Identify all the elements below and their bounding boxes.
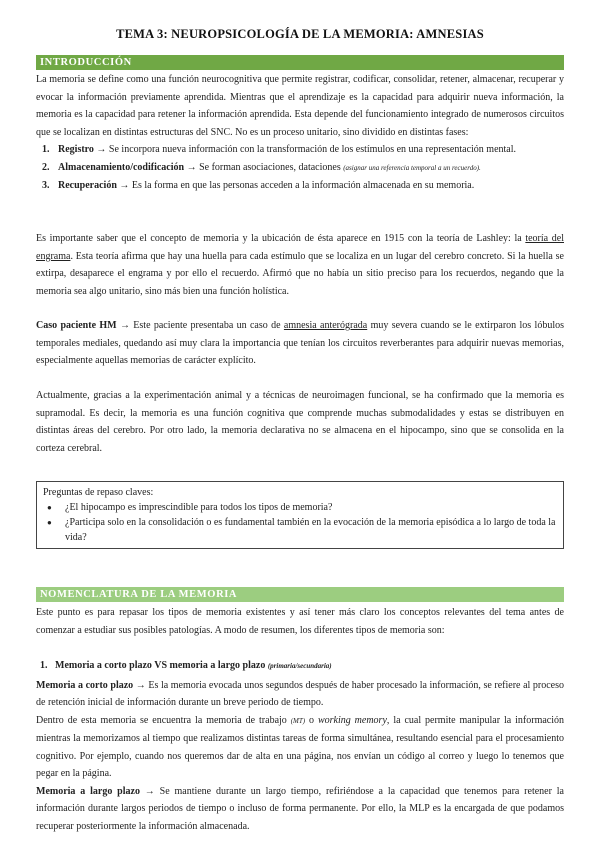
phase-term: Almacenamiento/codificación	[58, 161, 185, 173]
memory-type-heading: 1. Memoria a corto plazo VS memoria a largo plazo (primaria/secundaria)	[40, 660, 332, 671]
review-questions-list	[43, 500, 557, 545]
list-item: ● ¿Participa solo en la consolidación o es fundamental también en la evocación de la memoria episódica a lo largo de toda la vida?	[43, 515, 557, 545]
hm-case-label: Caso paciente HM	[36, 320, 117, 331]
list-item: 2. Almacenamiento/codificación → Se forman asociaciones, dataciones (asignar una referencia temporal a un recuerdo).	[42, 161, 481, 173]
section-heading-introduction: INTRODUCCIÓN	[36, 55, 564, 70]
nomenclature-intro: Este punto es para repasar los tipos de memoria existentes y así tener más claro los conceptos relevantes del tema antes de comenzar a estudiar sus posibles patologías. A modo de resumen, los diferentes tipos de memoria son:	[36, 607, 564, 636]
short-term-label: Memoria a corto plazo	[36, 679, 134, 691]
phase-term: Recuperación	[58, 180, 117, 191]
list-item: 1. Registro → Se incorpora nueva información con la transformación de los estímulos en una representación mental.	[42, 144, 517, 155]
page-title: TEMA 3: NEUROPSICOLOGÍA DE LA MEMORIA: AMNESIAS	[116, 27, 484, 41]
short-term-paragraph: Memoria a corto plazo → Es la memoria evocada unos segundos después de haber procesado la información, se refiere al proceso de retención inicial de información durante un breve periodo de tiempo.	[36, 679, 564, 708]
supramodal-paragraph: Actualmente, gracias a la experimentación animal y a técnicas de neuroimagen funcional, se ha confirmado que la memoria es supramodal. Es decir, la memoria es una función cognitiva que comprende muchas submodalidades y estas se distribuyen en distintas áreas del cerebro. Por otro lado, la memoria declarativa no se almacena en el hipocampo, sino que se consolida en la corteza cerebral.	[36, 390, 564, 454]
lashley-paragraph: Es importante saber que el concepto de memoria y la ubicación de ésta aparece en 1915 con la teoría de Lashley: la teoría del engrama. Esta teoría afirma que hay una huella para cada estímulo que se localiza en un lugar del cerebro concreto. Si la huella se extirpa, desaparece el engrama y por ello el recuerdo. Afirmó que no había un sitio preciso para los recuerdos, negando que la memoria sea algo unitario, sino más bien una función holística.	[36, 233, 564, 297]
memory-types-section	[36, 657, 564, 835]
list-item: 3. Recuperación → Es la forma en que las personas acceden a la información almacenada en su memoria.	[42, 180, 475, 191]
intro-paragraph: La memoria se define como una función neurocognitiva que permite registrar, codificar, consolidar, retener, almacenar, recuperar y evocar la información previamente aprendida. Mientras que el aprendizaje es la capacidad para adquirir nueva información, la memoria es la capacidad para retener la información aprendida. Esta depende del funcionamiento integrado de numerosos circuitos que se localizan en distintas estructuras del SNC. No es un proceso unitario, sino dividido en distintas fases:	[36, 74, 564, 138]
long-term-label: Memoria a largo plazo	[36, 785, 140, 797]
phase-term: Registro	[58, 144, 94, 155]
anterograde-amnesia-term: amnesia anterógrada	[283, 320, 368, 331]
memory-phases-list	[36, 141, 564, 195]
review-heading: Preguntas de repaso claves:	[43, 487, 154, 498]
hm-case-paragraph: Caso paciente HM → Este paciente presentaba un caso de amnesia anterógrada muy severa cuando se le extirparon los lóbulos temporales mediales, quedando así muy clara la importancia que tenían los circuitos reverberantes para adquirir nuevas memorias, especialmente aquellas memorias de carácter explícito.	[36, 320, 564, 366]
long-term-paragraph: Memoria a largo plazo → Se mantiene durante un largo tiempo, refiriéndose a la capacidad que tenemos para retener la información durante largos periodos de tiempo o incluso de forma permanente. Por ello, la MLP es la encargada de que podamos recuperar posteriormente la información almacenada.	[36, 785, 564, 832]
section-heading-nomenclature: NOMENCLATURA DE LA MEMORIA	[36, 587, 564, 602]
working-memory-paragraph: Dentro de esta memoria se encuentra la memoria de trabajo (MT) o working memory, la cual permite manipular la información mientras la memorizamos al tiempo que realizamos distintas tareas de forma simultánea, resultando esencial para el procesamiento cognitivo. Por ejemplo, cuando nos queremos dar de alta en una página, nos envían un código al correo y luego lo tenemos que pegar en la página.	[36, 714, 564, 779]
phase-note: (asignar una referencia temporal a un recuerdo).	[343, 163, 481, 172]
review-questions-box	[36, 481, 564, 549]
engram-theory-term: teoría del engrama	[36, 233, 564, 262]
list-item: ● ¿El hipocampo es imprescindible para todos los tipos de memoria?	[43, 500, 557, 515]
intro-section	[36, 71, 564, 195]
